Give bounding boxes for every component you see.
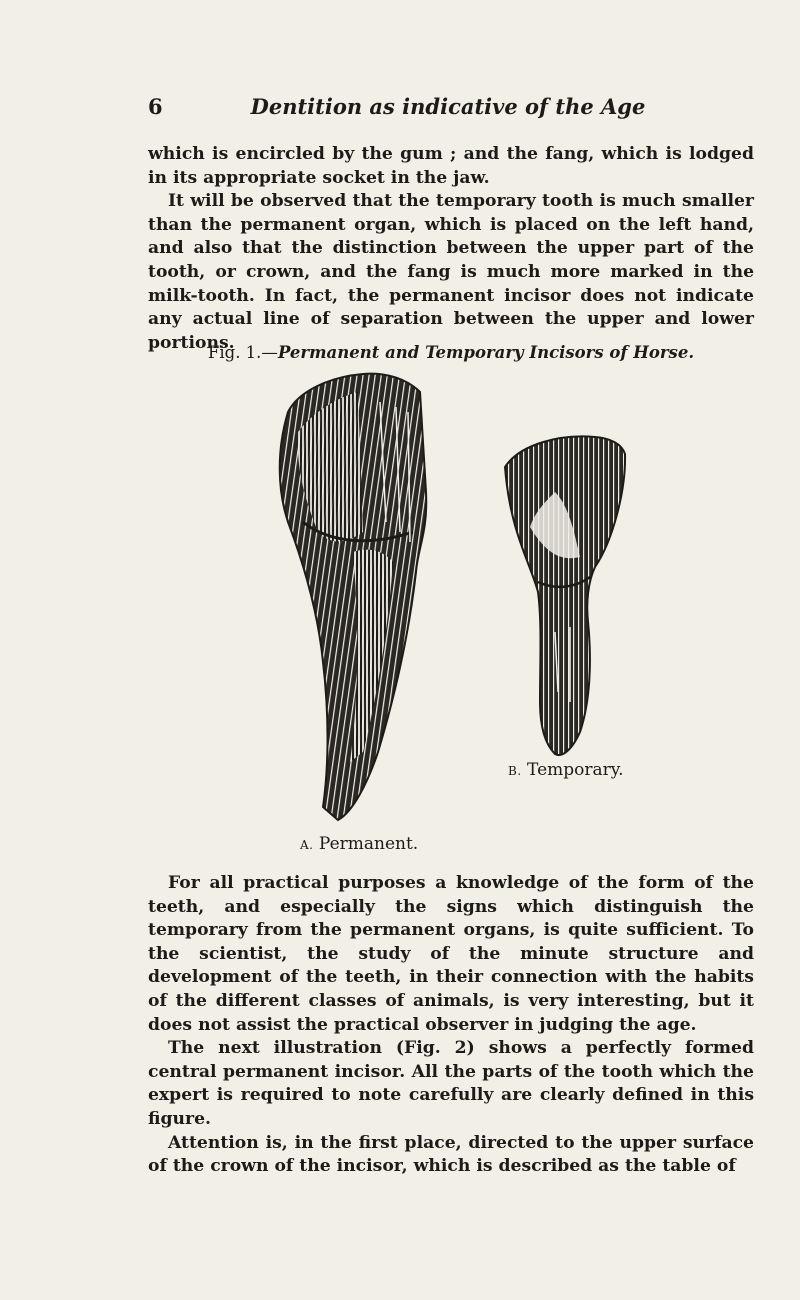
running-title: Dentition as indicative of the Age: [250, 94, 646, 119]
label-letter-a: A.: [300, 838, 314, 852]
running-head: [148, 94, 748, 124]
text-block-top: [148, 143, 754, 355]
figure-title: Permanent and Temporary Incisors of Horse.: [277, 343, 695, 362]
temporary-incisor-illustration: [500, 432, 630, 762]
label-letter-b: B.: [508, 764, 522, 778]
paragraph: It will be observed that the temporary tooth is much smaller than the permanent organ, which is placed on the left hand, and also that the distinction between the upper part of the tooth, or crown, and the fang is much more marked in the milk-tooth. In fact, the permanent incisor does not indicate any actual line of separation between the upper and lower portions.: [148, 191, 754, 353]
paragraph: Attention is, in the first place, directed to the upper surface of the crown of the incisor, which is described as the table of: [148, 1132, 754, 1177]
paragraph: The next illustration (Fig. 2) shows a perfectly formed central permanent incisor. All the parts of the tooth which the expert is required to note carefully are clearly defined in this figure.: [148, 1038, 754, 1129]
label-text-temporary: Temporary.: [527, 760, 624, 780]
figure-number: Fig. 1.—: [207, 343, 278, 362]
label-permanent: [300, 834, 418, 854]
label-text-permanent: Permanent.: [318, 834, 419, 854]
permanent-incisor-illustration: [268, 372, 438, 822]
paragraph: For all practical purposes a knowledge of the form of the teeth, and especially the signs which distinguish the temporary from the permanent organs, is quite sufficient. To the scientist, the study of the minute structure and development of the teeth, in their connection with the habits of the different classes of animals, is very interesting, but it does not assist the practical observer in judging the age.: [148, 873, 754, 1035]
page-number: 6: [148, 94, 163, 119]
label-temporary: [508, 760, 624, 780]
paragraph-continuation: which is encircled by the gum ; and the fang, which is lodged in its appropriate socket in the jaw.: [148, 144, 754, 188]
figure-caption: [148, 343, 754, 362]
text-block-bottom: [148, 872, 754, 1179]
